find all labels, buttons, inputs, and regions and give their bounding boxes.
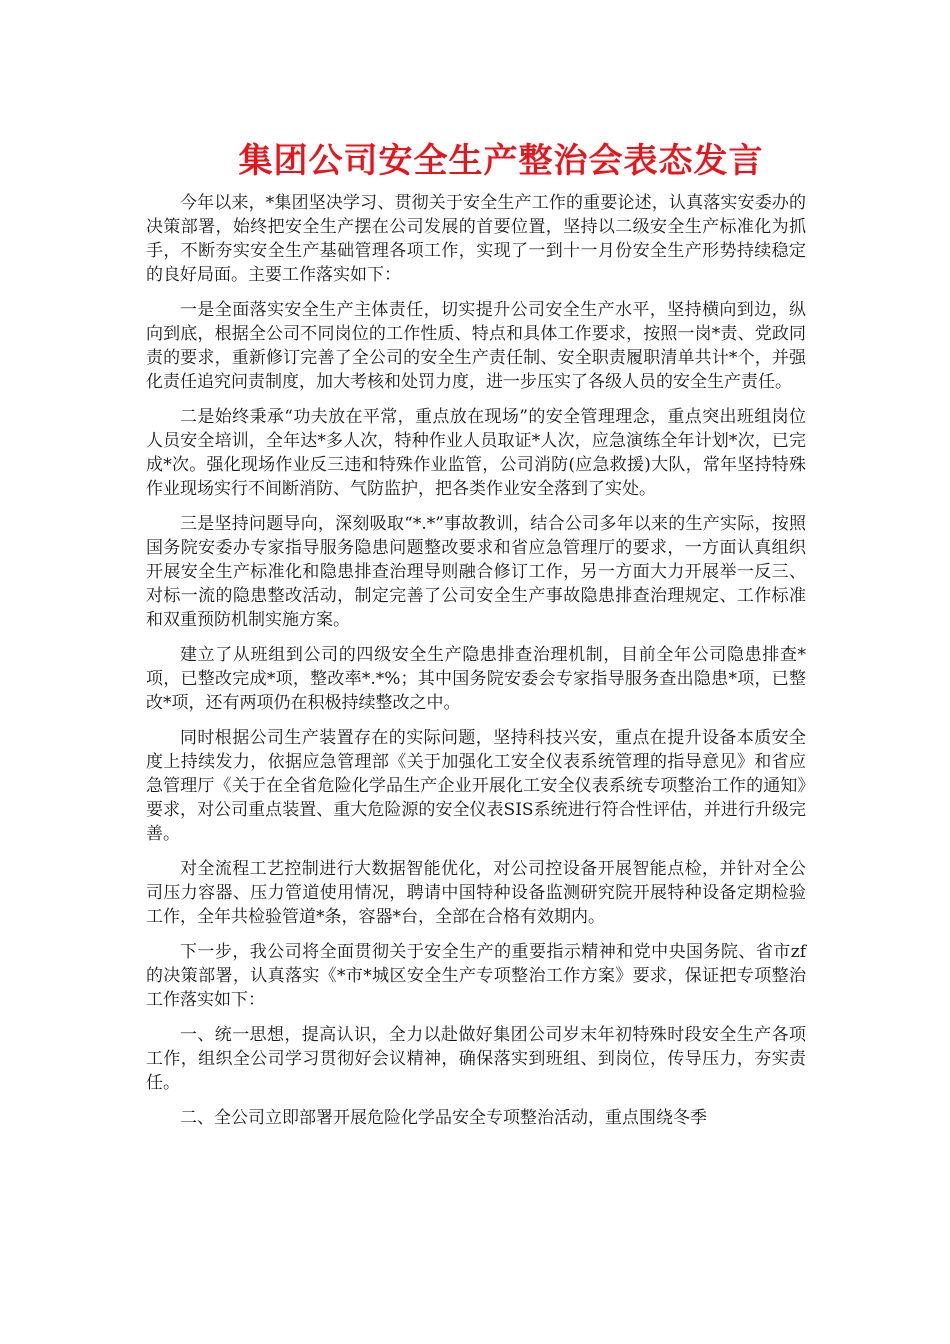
paragraph-tech-safety: 同时根据公司生产装置存在的实际问题，坚持科技兴安，重点在提升设备本质安全度上持续发力，依据应急管理部《关于加强化工安全仪表系统管理的指导意见》和省应急管理厅《关于在全省危险化学品生产企业开展化工安全仪表系统专项整治工作的通知》要求，对公司重点装置、重大危险源的安全仪表SIS系统进行符合性评估，并进行升级完善。 bbox=[146, 728, 806, 844]
paragraph-intro: 今年以来，*集团坚决学习、贯彻关于安全生产工作的重要论述，认真落实安委办的决策部署，始终把安全生产摆在公司发展的首要位置，坚持以二级安全生产标准化为抓手，不断夯实安全生产基础管理各项工作，实现了一到十一月份安全生产形势持续稳定的良好局面。主要工作落实如下： bbox=[146, 193, 806, 285]
document-title: 集团公司安全生产整治会表态发言 bbox=[238, 141, 764, 181]
paragraph-point-two: 二是始终秉承“功夫放在平常，重点放在现场”的安全管理理念，重点突出班组岗位人员安全培训，全年达*多人次，特种作业人员取证*人次，应急演练全年计划*次，已完成*次。强化现场作业反三违和特殊作业监管，公司消防(应急救援)大队，常年坚持特殊作业现场实行不间断消防、气防监护，把各类作业安全落到了实处。 bbox=[146, 407, 806, 499]
paragraph-point-one: 一是全面落实安全生产主体责任，切实提升公司安全生产水平，坚持横向到边，纵向到底，根据全公司不同岗位的工作性质、特点和具体工作要求，按照一岗*责、党政同责的要求，重新修订完善了全公司的安全生产责任制、安全职责履职清单共计*个，并强化责任追究问责制度，加大考核和处罚力度，进一步压实了各级人员的安全生产责任。 bbox=[146, 300, 806, 392]
paragraph-item-one: 一、统一思想，提高认识，全力以赴做好集团公司岁末年初特殊时段安全生产各项工作，组织全公司学习贯彻好会议精神，确保落实到班组、到岗位，传导压力，夯实责任。 bbox=[146, 1025, 806, 1093]
paragraph-next-step: 下一步，我公司将全面贯彻关于安全生产的重要指示精神和党中央国务院、省市zf的决策部署，认真落实《*市*城区安全生产专项整治工作方案》要求，保证把专项整治工作落实如下： bbox=[146, 942, 806, 1010]
paragraph-point-three: 三是坚持问题导向，深刻吸取“*.*”事故教训，结合公司多年以来的生产实际，按照国务院安委办专家指导服务隐患问题整改要求和省应急管理厅的要求，一方面认真组织开展安全生产标准化和隐患排查治理导则融合修订工作，另一方面大力开展举一反三、对标一流的隐患整改活动，制定完善了公司安全生产事故隐患排查治理规定、工作标准和双重预防机制实施方案。 bbox=[146, 514, 806, 630]
paragraph-process-control: 对全流程工艺控制进行大数据智能优化，对公司控设备开展智能点检，并针对全公司压力容器、压力管道使用情况，聘请中国特种设备监测研究院开展特种设备定期检验工作，全年共检验管道*条，容器*台，全部在合格有效期内。 bbox=[146, 859, 806, 927]
paragraph-item-two: 二、全公司立即部署开展危险化学品安全专项整治活动，重点围绕冬季 bbox=[180, 1108, 707, 1128]
paragraph-hazard-mechanism: 建立了从班组到公司的四级安全生产隐患排查治理机制，目前全年公司隐患排查*项，已整改完成*项，整改率*.*%；其中国务院安委会专家指导服务查出隐患*项，已整改*项，还有两项仍在积极持续整改之中。 bbox=[146, 645, 806, 713]
document-body bbox=[146, 191, 806, 1141]
